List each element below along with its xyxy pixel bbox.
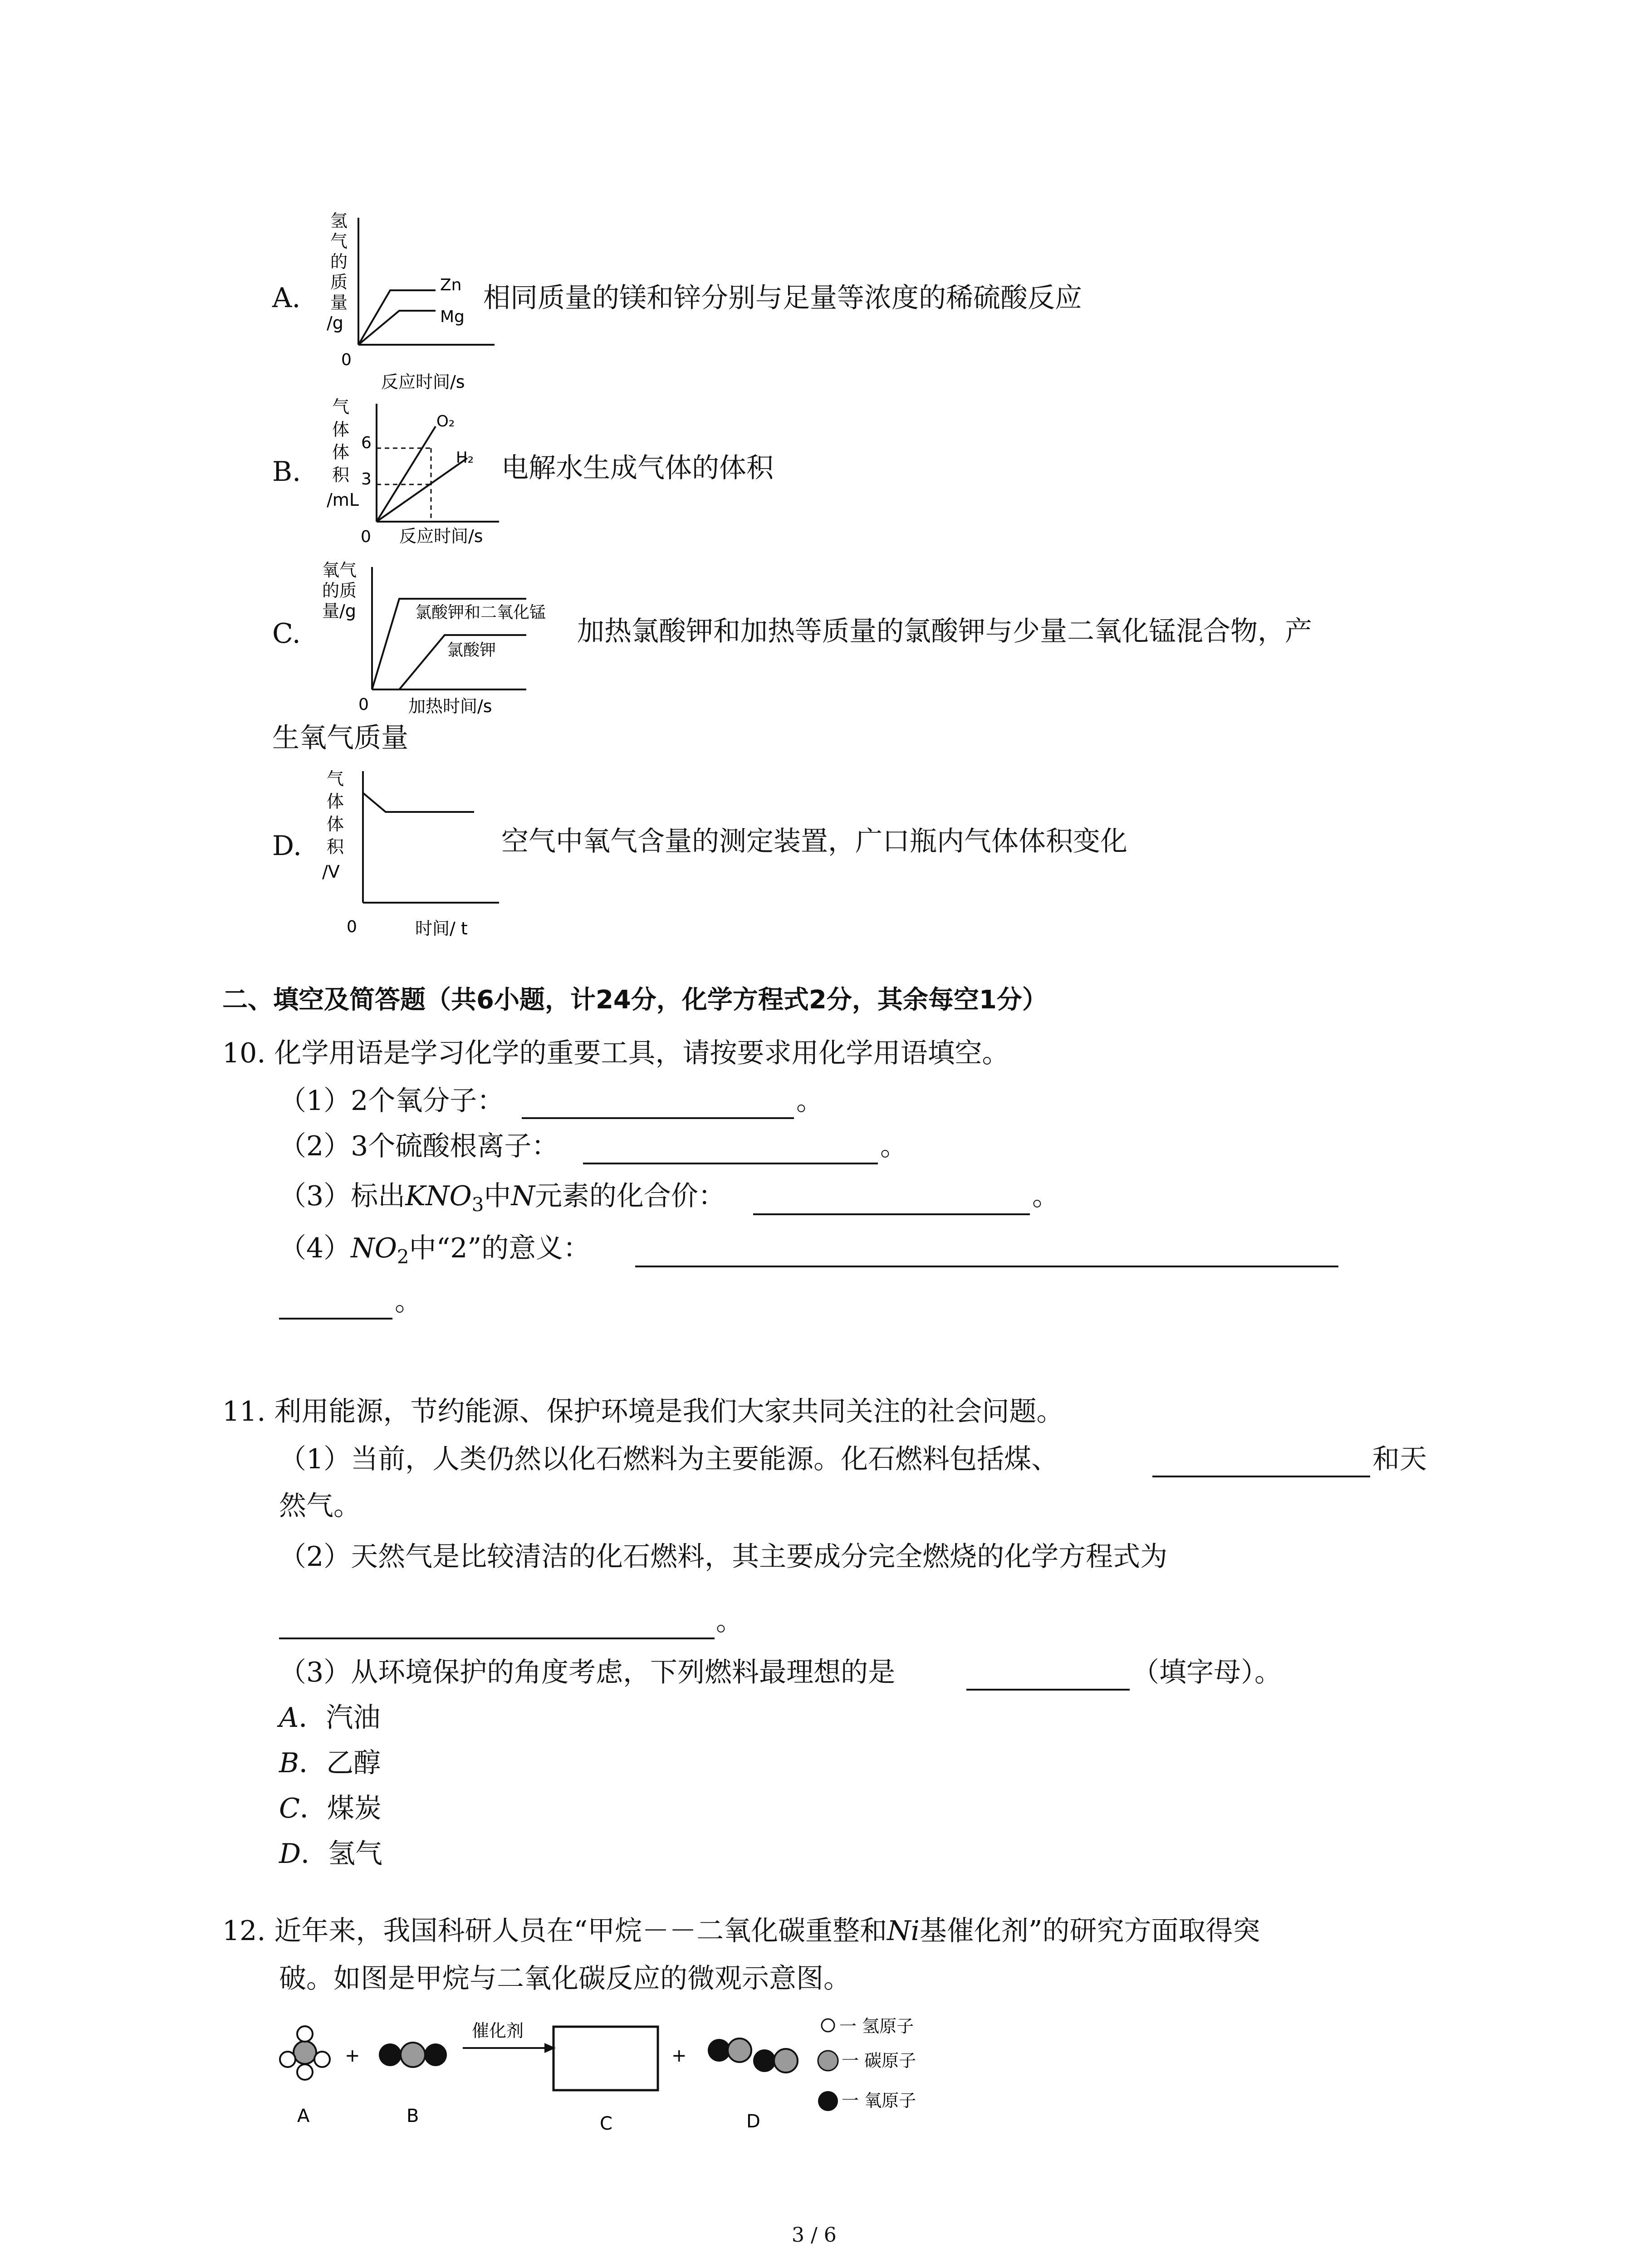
chart-b-ytick-3: 3 (361, 470, 372, 489)
chart-b-xlabel: 反应时间/s (399, 526, 483, 546)
option-a-text: 相同质量的镁和锌分别与足量等浓度的稀硫酸反应 (483, 282, 1082, 314)
chart-d (318, 767, 517, 948)
q10-part4-subscript: 2 (397, 1246, 409, 1268)
q11-part1-end: 和天 (1372, 1443, 1427, 1475)
chart-d-ylabel-3: 体 (327, 814, 344, 834)
q10-part1: （1）2个氧分子： (279, 1085, 505, 1117)
q11-part2-answer-blank[interactable] (279, 1637, 715, 1639)
q10-part4-formula: NO (351, 1232, 397, 1264)
q11-stem: 11. 利用能源，节约能源、保护环境是我们大家共同关注的社会问题。 (222, 1396, 1064, 1427)
chart-b-ylabel-2: 体 (332, 420, 350, 440)
plus-2: + (671, 2045, 687, 2066)
q10-part3-mid: 中 (484, 1180, 511, 1212)
chart-a-ylabel-5: 量 (330, 293, 348, 313)
q10-part1-answer-blank[interactable] (522, 1117, 794, 1119)
q11-choice-d-text: ．氢气 (301, 1838, 383, 1870)
page-number: 3 / 6 (792, 2224, 837, 2247)
q12-ni: Ni (887, 1915, 920, 1947)
chart-b-ylabel-5: /mL (327, 490, 359, 510)
legend-carbon-icon (818, 2051, 838, 2071)
option-b-text: 电解水生成气体的体积 (501, 452, 774, 484)
q11-choice-d (279, 1837, 382, 1871)
q10-part4-period: 。 (395, 1286, 422, 1317)
q11-part3: （3）从环境保护的角度考虑，下列燃料最理想的是 (279, 1657, 896, 1688)
q11-part2: （2）天然气是比较清洁的化石燃料，其主要成分完全燃烧的化学方程式为 (279, 1541, 1168, 1573)
molecule-c-box[interactable] (554, 2027, 658, 2090)
chart-c-ylabel-2: 的质 (322, 581, 357, 601)
chart-a-ylabel-1: 氢 (330, 211, 348, 231)
chart-b-ylabel-4: 积 (332, 465, 350, 485)
chart-b-origin: 0 (361, 528, 371, 546)
q11-choice-a (279, 1701, 380, 1735)
q10-part4-suffix: 中“2”的意义： (409, 1232, 591, 1264)
chart-d-origin: 0 (347, 918, 357, 936)
option-c-text-cont: 生氧气质量 (272, 722, 408, 754)
series-mg-label: Mg (440, 308, 465, 326)
section-heading: 二、填空及简答题（共6小题，计24分，化学方程式2分，其余每空1分） (222, 985, 1048, 1015)
plus-1: + (345, 2045, 360, 2066)
q11-choice-a-text: ．汽油 (299, 1702, 381, 1734)
series-kclo3-mno2-label: 氯酸钾和二氧化锰 (415, 603, 546, 622)
q10-part3-suffix: 元素的化合价： (534, 1180, 725, 1212)
q10-part3-answer-blank[interactable] (753, 1213, 1030, 1215)
chart-a-ylabel-3: 的 (330, 252, 348, 272)
option-d-text: 空气中氧气含量的测定装置，广口瓶内气体体积变化 (501, 826, 1127, 857)
legend-hydrogen: 一 氢原子 (839, 2016, 914, 2036)
chart-a-xlabel: 反应时间/s (381, 372, 465, 392)
q11-part1: （1）当前，人类仍然以化石燃料为主要能源。化石燃料包括煤、 (279, 1443, 1059, 1475)
series-o2-label: O₂ (436, 412, 455, 430)
q12-line1-start: 12. 近年来，我国科研人员在“甲烷－－二氧化碳重整和 (222, 1915, 887, 1947)
chart-c (318, 558, 581, 721)
chart-b-ylabel-3: 体 (332, 442, 350, 462)
q10-part3-prefix: （3）标出 (279, 1180, 406, 1212)
q11-choice-c (279, 1792, 382, 1826)
q11-part2-period: 。 (716, 1605, 743, 1637)
q10-part4 (279, 1232, 590, 1269)
q10-part3-element: N (511, 1180, 535, 1212)
q11-choice-b (279, 1746, 381, 1780)
chart-a-origin: 0 (341, 351, 352, 369)
q10-part2: （2）3个硫酸根离子： (279, 1130, 559, 1162)
q10-part2-answer-blank[interactable] (583, 1163, 878, 1164)
q11-part1-cont: 然气。 (279, 1490, 361, 1522)
q10-part1-period: 。 (796, 1085, 823, 1117)
q12-line2: 破。如图是甲烷与二氧化碳反应的微观示意图。 (279, 1963, 851, 1994)
series-kclo3-label: 氯酸钾 (447, 641, 496, 660)
q11-part1-answer-blank[interactable] (1152, 1476, 1370, 1477)
q11-choice-b-letter: B (279, 1747, 299, 1779)
molecule-b-co2 (379, 2043, 447, 2067)
chart-b (318, 395, 508, 558)
chart-c-xlabel: 加热时间/s (408, 696, 492, 716)
label-d: D (746, 2111, 760, 2132)
series-o2-line (377, 426, 436, 522)
q11-choice-d-letter: D (279, 1838, 301, 1870)
option-b-letter: B. (272, 456, 301, 488)
chart-c-ylabel-1: 氧气 (322, 560, 357, 580)
legend-oxygen: 一 氧原子 (842, 2091, 916, 2111)
q10-part3-subscript: 3 (471, 1193, 484, 1216)
chart-b-ylabel-1: 气 (332, 397, 350, 417)
option-a-letter: A. (272, 282, 301, 314)
option-c-text: 加热氯酸钾和加热等质量的氯酸钾与少量二氧化锰混合物，产 (577, 616, 1312, 647)
series-h2-label: H₂ (456, 449, 474, 467)
legend-oxygen-icon (818, 2091, 838, 2111)
option-d-letter: D. (272, 830, 302, 862)
q12-line1-end: 基催化剂”的研究方面取得突 (919, 1915, 1260, 1947)
chart-d-line (363, 793, 474, 812)
q11-choice-c-letter: C (279, 1793, 300, 1824)
chart-a-ylabel-4: 质 (330, 272, 348, 292)
chart-a-ylabel-6: /g (327, 313, 343, 333)
q10-part4-answer-blank[interactable] (635, 1266, 1338, 1267)
chart-d-ylabel-1: 气 (327, 769, 344, 789)
chart-c-origin: 0 (358, 695, 369, 714)
chart-d-ylabel-5: /V (322, 862, 340, 882)
series-h2-line (377, 458, 467, 522)
q11-choice-c-text: ．煤炭 (299, 1793, 382, 1824)
q10-part2-period: 。 (880, 1130, 907, 1162)
molecule-a-methane (280, 2026, 330, 2080)
label-b: B (407, 2106, 419, 2126)
q10-part3-period: 。 (1032, 1180, 1059, 1212)
chart-d-ylabel-4: 积 (327, 837, 344, 857)
chart-d-ylabel-2: 体 (327, 792, 344, 811)
legend-hydrogen-icon (822, 2019, 834, 2032)
legend-carbon: 一 碳原子 (842, 2051, 916, 2071)
q10-part3 (279, 1179, 725, 1217)
q11-choice-a-letter: A (279, 1702, 299, 1734)
q12-line1 (222, 1914, 1260, 1948)
catalyst-label: 催化剂 (472, 2021, 524, 2041)
q10-part4-prefix: （4） (279, 1232, 351, 1264)
q11-choice-b-text: ．乙醇 (299, 1747, 381, 1779)
series-zn-line (358, 290, 436, 345)
chart-b-ytick-6: 6 (361, 434, 372, 452)
q11-part3-answer-blank[interactable] (966, 1689, 1130, 1691)
option-c-letter: C. (272, 618, 301, 650)
series-zn-label: Zn (440, 276, 462, 294)
chart-a (313, 213, 504, 395)
label-a: A (297, 2106, 310, 2126)
label-c: C (600, 2113, 612, 2134)
reaction-diagram (272, 2014, 980, 2164)
series-mg-line (358, 311, 436, 345)
q10-part4-answer-blank-cont[interactable] (279, 1318, 392, 1320)
legend (818, 2016, 916, 2111)
chart-d-xlabel: 时间/ t (415, 919, 468, 938)
q10-part3-formula: KNO (405, 1180, 472, 1212)
q10-stem: 10. 化学用语是学习化学的重要工具，请按要求用化学用语填空。 (222, 1037, 1009, 1069)
chart-c-ylabel-3: 量/g (322, 601, 356, 621)
q11-part3-end: （填字母）。 (1132, 1657, 1282, 1688)
chart-a-ylabel-2: 气 (330, 231, 348, 251)
molecule-d-co (708, 2038, 798, 2072)
